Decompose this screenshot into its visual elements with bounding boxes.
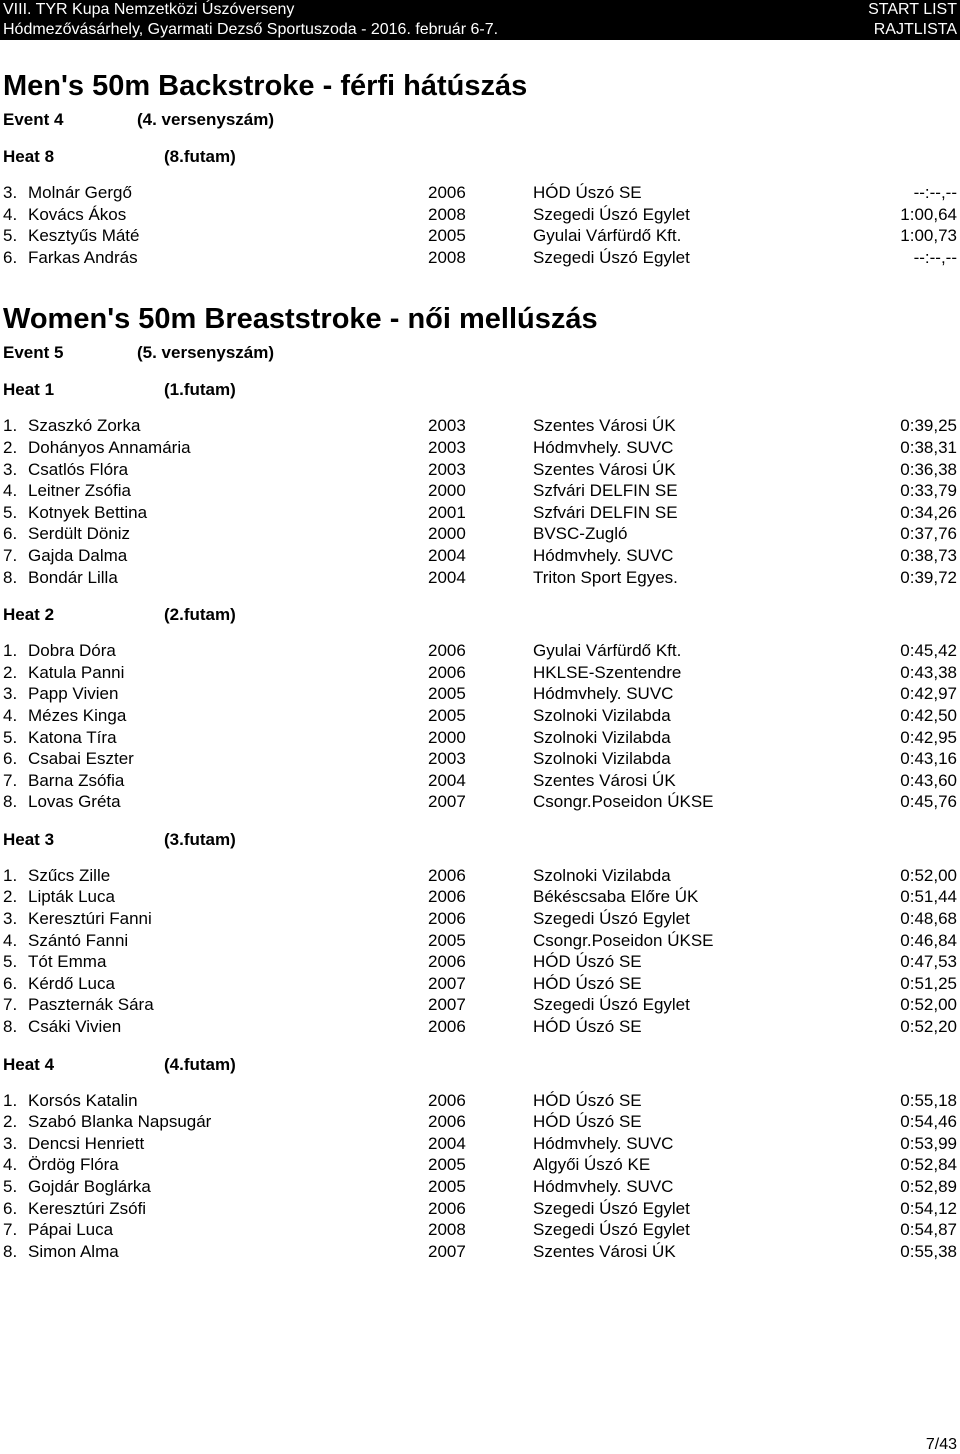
birth-year: 2004 xyxy=(428,1133,466,1153)
table-row xyxy=(0,727,960,749)
lane-place: 5. xyxy=(3,502,18,522)
birth-year: 2004 xyxy=(428,545,466,565)
lane-place: 2. xyxy=(3,1112,18,1132)
lane-place: 1. xyxy=(3,416,18,436)
table-row xyxy=(0,1090,960,1112)
table-row xyxy=(0,1133,960,1155)
club-name: HÓD Úszó SE xyxy=(533,952,642,972)
table-row xyxy=(0,662,960,684)
event-label-hu: (5. versenyszám) xyxy=(137,343,275,363)
table-row xyxy=(0,225,960,247)
table-row xyxy=(0,459,960,481)
entry-time: 0:52,00 xyxy=(900,995,957,1015)
lane-place: 3. xyxy=(3,183,18,202)
entry-time: 0:55,18 xyxy=(900,1090,957,1110)
birth-year: 2005 xyxy=(428,684,466,704)
heat-heading xyxy=(0,1055,960,1075)
entry-time: 0:43,16 xyxy=(900,749,957,769)
swimmer-name: Korsós Katalin xyxy=(28,1090,138,1110)
table-row xyxy=(0,973,960,995)
table-row xyxy=(0,1111,960,1133)
table-row xyxy=(0,1198,960,1220)
lane-place: 1. xyxy=(3,865,18,885)
entry-time: 0:52,00 xyxy=(900,865,957,885)
lane-place: 8. xyxy=(3,1241,18,1261)
lane-place: 3. xyxy=(3,1133,18,1153)
birth-year: 2001 xyxy=(428,502,466,522)
event-spacer xyxy=(0,268,960,303)
swimmer-name: Barna Zsófia xyxy=(28,770,125,790)
birth-year: 2006 xyxy=(428,887,466,907)
event-number xyxy=(0,110,960,130)
club-name: Hódmvhely. SUVC xyxy=(533,1177,674,1196)
entry-time: 0:42,50 xyxy=(900,705,957,725)
entry-time: 0:33,79 xyxy=(900,481,957,501)
birth-year: 2005 xyxy=(428,1177,466,1196)
heat-label: Heat 1 xyxy=(3,380,55,400)
entry-time: 0:51,25 xyxy=(900,973,957,993)
competition-title: VIII. TYR Kupa Nemzetközi Úszóverseny xyxy=(3,1,295,18)
heat-label: Heat 8 xyxy=(3,147,55,166)
swimmer-name: Papp Vivien xyxy=(28,684,119,704)
birth-year: 2005 xyxy=(428,930,466,950)
birth-year: 2006 xyxy=(428,641,466,661)
entry-time: 0:53,99 xyxy=(900,1133,957,1153)
birth-year: 2005 xyxy=(428,1155,466,1175)
heat-label-hu: (4.futam) xyxy=(164,1054,236,1074)
lane-place: 1. xyxy=(3,1090,18,1110)
lane-place: 4. xyxy=(3,1155,18,1175)
table-row xyxy=(0,1241,960,1263)
club-name: HÓD Úszó SE xyxy=(533,183,642,202)
swimmer-name: Csatlós Flóra xyxy=(28,459,129,479)
birth-year: 2007 xyxy=(428,973,466,993)
document-type: START LIST xyxy=(868,1,957,18)
club-name: Hódmvhely. SUVC xyxy=(533,437,674,457)
entry-time: 0:46,84 xyxy=(900,930,957,950)
table-row xyxy=(0,930,960,952)
birth-year: 2007 xyxy=(428,1241,466,1261)
birth-year: 2007 xyxy=(428,995,466,1015)
swimmer-name: Ördög Flóra xyxy=(28,1155,119,1175)
entry-time: 0:43,60 xyxy=(900,770,957,790)
lane-place: 7. xyxy=(3,770,18,790)
club-name: BVSC-Zugló xyxy=(533,524,628,544)
event-title: Men's 50m Backstroke - férfi hátúszás xyxy=(3,70,528,102)
lane-place: 3. xyxy=(3,909,18,929)
birth-year: 2003 xyxy=(428,459,466,479)
entry-time: 0:39,25 xyxy=(900,416,957,436)
page-header xyxy=(0,0,960,40)
entry-time: 0:54,12 xyxy=(900,1198,957,1218)
table-row xyxy=(0,865,960,887)
heat-heading xyxy=(0,605,960,625)
swimmer-name: Katona Tíra xyxy=(28,727,117,747)
club-name: Hódmvhely. SUVC xyxy=(533,545,674,565)
swimmer-name: Szántó Fanni xyxy=(28,930,129,950)
club-name: Szolnoki Vizilabda xyxy=(533,749,671,769)
lane-place: 4. xyxy=(3,481,18,501)
swimmer-name: Katula Panni xyxy=(28,662,125,682)
birth-year: 2006 xyxy=(428,865,466,885)
club-name: Hódmvhely. SUVC xyxy=(533,1133,674,1153)
entry-time: 0:47,53 xyxy=(900,952,957,972)
swimmer-name: Mézes Kinga xyxy=(28,705,127,725)
club-name: Szegedi Úszó Egylet xyxy=(533,204,690,224)
heat-label-hu: (2.futam) xyxy=(164,605,236,625)
entry-time: 1:00,64 xyxy=(900,204,957,224)
swimmer-name: Dencsi Henriett xyxy=(28,1133,145,1153)
swimmer-name: Szabó Blanka Napsugár xyxy=(28,1112,212,1132)
birth-year: 2003 xyxy=(428,437,466,457)
event-label: Event 5 xyxy=(3,343,64,363)
club-name: Szentes Városi ÚK xyxy=(533,459,676,479)
swimmer-name: Farkas András xyxy=(28,247,138,267)
birth-year: 2007 xyxy=(428,792,466,812)
document-type-hu: RAJTLISTA xyxy=(873,21,957,38)
birth-year: 2008 xyxy=(428,1220,466,1240)
birth-year: 2003 xyxy=(428,416,466,436)
table-row xyxy=(0,791,960,813)
lane-place: 6. xyxy=(3,973,18,993)
table-row xyxy=(0,247,960,269)
club-name: Szolnoki Vizilabda xyxy=(533,727,671,747)
club-name: Szfvári DELFIN SE xyxy=(533,502,678,522)
entry-time: 0:45,42 xyxy=(900,641,957,661)
birth-year: 2006 xyxy=(428,1112,466,1132)
table-row xyxy=(0,886,960,908)
swimmer-name: Gojdár Boglárka xyxy=(28,1177,151,1196)
entry-time: 0:34,26 xyxy=(900,502,957,522)
entry-time: 0:51,44 xyxy=(900,887,957,907)
lane-place: 6. xyxy=(3,247,18,267)
lane-place: 8. xyxy=(3,567,18,587)
swimmer-name: Lovas Gréta xyxy=(28,792,121,812)
swimmer-name: Serdült Döniz xyxy=(28,524,131,544)
club-name: Szegedi Úszó Egylet xyxy=(533,1198,690,1218)
heat-label-hu: (3.futam) xyxy=(164,829,236,849)
swimmer-name: Lipták Luca xyxy=(28,887,115,907)
club-name: HÓD Úszó SE xyxy=(533,973,642,993)
start-list xyxy=(0,70,960,1262)
entry-time: 1:00,73 xyxy=(900,226,957,246)
entry-time: 0:39,72 xyxy=(900,567,957,587)
birth-year: 2006 xyxy=(428,183,466,202)
table-row xyxy=(0,545,960,567)
lane-place: 6. xyxy=(3,524,18,544)
birth-year: 2000 xyxy=(428,524,466,544)
lane-place: 7. xyxy=(3,1220,18,1240)
event-label-hu: (4. versenyszám) xyxy=(137,110,275,129)
birth-year: 2006 xyxy=(428,1017,466,1037)
lane-place: 3. xyxy=(3,459,18,479)
event-section xyxy=(0,70,960,268)
table-row xyxy=(0,480,960,502)
swimmer-name: Tót Emma xyxy=(28,952,107,972)
swimmer-name: Dohányos Annamária xyxy=(28,437,191,457)
lane-place: 6. xyxy=(3,749,18,769)
club-name: Szolnoki Vizilabda xyxy=(533,865,671,885)
swimmer-name: Simon Alma xyxy=(28,1241,119,1261)
birth-year: 2004 xyxy=(428,567,466,587)
entry-time: 0:52,20 xyxy=(900,1017,957,1037)
birth-year: 2000 xyxy=(428,481,466,501)
club-name: Szentes Városi ÚK xyxy=(533,1241,676,1261)
entry-time: 0:36,38 xyxy=(900,459,957,479)
club-name: Szentes Városi ÚK xyxy=(533,770,676,790)
club-name: Szegedi Úszó Egylet xyxy=(533,1220,690,1240)
event-label: Event 4 xyxy=(3,110,64,129)
table-row xyxy=(0,770,960,792)
entry-time: --:--,-- xyxy=(913,247,957,267)
table-row xyxy=(0,1176,960,1198)
heat-label: Heat 4 xyxy=(3,1054,55,1074)
event-title: Women's 50m Breaststroke - női mellúszás xyxy=(3,303,598,336)
swimmer-name: Kotnyek Bettina xyxy=(28,502,148,522)
heat-label: Heat 3 xyxy=(3,829,55,849)
club-name: Triton Sport Egyes. xyxy=(533,567,678,587)
birth-year: 2006 xyxy=(428,662,466,682)
lane-place: 2. xyxy=(3,887,18,907)
table-row xyxy=(0,502,960,524)
table-row xyxy=(0,567,960,589)
competition-venue: Hódmezővásárhely, Gyarmati Dezső Sportuszoda - 2016. február 6-7. xyxy=(3,21,499,38)
swimmer-name: Leitner Zsófia xyxy=(28,481,131,501)
swimmer-name: Szaszkó Zorka xyxy=(28,416,141,436)
swimmer-name: Szűcs Zille xyxy=(28,865,111,885)
swimmer-name: Kovács Ákos xyxy=(28,204,127,224)
entry-time: 0:45,76 xyxy=(900,792,957,812)
birth-year: 2004 xyxy=(428,770,466,790)
table-row xyxy=(0,705,960,727)
entry-time: 0:54,46 xyxy=(900,1112,957,1132)
birth-year: 2006 xyxy=(428,1198,466,1218)
club-name: Gyulai Várfürdő Kft. xyxy=(533,226,682,246)
lane-place: 8. xyxy=(3,1017,18,1037)
lane-place: 5. xyxy=(3,1177,18,1196)
table-row xyxy=(0,951,960,973)
entry-time: 0:38,73 xyxy=(900,545,957,565)
birth-year: 2003 xyxy=(428,749,466,769)
entry-time: 0:52,84 xyxy=(900,1155,957,1175)
lane-place: 6. xyxy=(3,1198,18,1218)
event-number xyxy=(0,343,960,363)
club-name: Békéscsaba Előre ÚK xyxy=(533,887,699,907)
entry-time: 0:55,38 xyxy=(900,1241,957,1261)
birth-year: 2005 xyxy=(428,226,466,246)
heat-heading xyxy=(0,380,960,400)
table-row xyxy=(0,994,960,1016)
table-row xyxy=(0,523,960,545)
club-name: HÓD Úszó SE xyxy=(533,1017,642,1037)
swimmer-name: Keresztúri Fanni xyxy=(28,909,152,929)
birth-year: 2008 xyxy=(428,204,466,224)
lane-place: 2. xyxy=(3,437,18,457)
club-name: Csongr.Poseidon ÚKSE xyxy=(533,792,714,812)
entry-time: 0:54,87 xyxy=(900,1220,957,1240)
swimmer-name: Pápai Luca xyxy=(28,1220,114,1240)
club-name: Szolnoki Vizilabda xyxy=(533,705,671,725)
swimmer-name: Dobra Dóra xyxy=(28,641,116,661)
lane-place: 8. xyxy=(3,792,18,812)
club-name: Szegedi Úszó Egylet xyxy=(533,995,690,1015)
club-name: HÓD Úszó SE xyxy=(533,1090,642,1110)
table-row xyxy=(0,182,960,204)
birth-year: 2005 xyxy=(428,705,466,725)
club-name: Csongr.Poseidon ÚKSE xyxy=(533,930,714,950)
birth-year: 2006 xyxy=(428,909,466,929)
entry-time: 0:52,89 xyxy=(900,1177,957,1196)
club-name: Szegedi Úszó Egylet xyxy=(533,247,690,267)
table-row xyxy=(0,437,960,459)
table-row xyxy=(0,415,960,437)
table-row xyxy=(0,908,960,930)
heat-label-hu: (1.futam) xyxy=(164,380,236,400)
entry-time: 0:42,97 xyxy=(900,684,957,704)
event-section xyxy=(0,303,960,1262)
lane-place: 4. xyxy=(3,930,18,950)
lane-place: 7. xyxy=(3,545,18,565)
entry-time: 0:38,31 xyxy=(900,437,957,457)
table-row xyxy=(0,640,960,662)
club-name: Hódmvhely. SUVC xyxy=(533,684,674,704)
birth-year: 2006 xyxy=(428,1090,466,1110)
club-name: Szentes Városi ÚK xyxy=(533,416,676,436)
swimmer-name: Keresztúri Zsófi xyxy=(28,1198,147,1218)
birth-year: 2008 xyxy=(428,247,466,267)
club-name: HÓD Úszó SE xyxy=(533,1112,642,1132)
heat-label: Heat 2 xyxy=(3,605,55,625)
club-name: Szegedi Úszó Egylet xyxy=(533,909,690,929)
table-row xyxy=(0,683,960,705)
heat-label-hu: (8.futam) xyxy=(164,147,236,166)
swimmer-name: Kesztyűs Máté xyxy=(28,226,140,246)
entry-time: 0:42,95 xyxy=(900,727,957,747)
heat-heading xyxy=(0,830,960,850)
entry-time: 0:48,68 xyxy=(900,909,957,929)
club-name: HKLSE-Szentendre xyxy=(533,662,682,682)
heat-heading xyxy=(0,147,960,167)
swimmer-name: Csabai Eszter xyxy=(28,749,134,769)
table-row xyxy=(0,204,960,226)
table-row xyxy=(0,748,960,770)
birth-year: 2000 xyxy=(428,727,466,747)
lane-place: 2. xyxy=(3,662,18,682)
lane-place: 5. xyxy=(3,226,18,246)
club-name: Algyői Úszó KE xyxy=(533,1155,651,1175)
entry-time: --:--,-- xyxy=(913,183,957,202)
club-name: Gyulai Várfürdő Kft. xyxy=(533,641,682,661)
lane-place: 4. xyxy=(3,705,18,725)
page-number: 7/43 xyxy=(925,1436,957,1453)
lane-place: 4. xyxy=(3,204,18,224)
swimmer-name: Gajda Dalma xyxy=(28,545,128,565)
entry-time: 0:37,76 xyxy=(900,524,957,544)
table-row xyxy=(0,1219,960,1241)
swimmer-name: Paszternák Sára xyxy=(28,995,154,1015)
table-row xyxy=(0,1154,960,1176)
swimmer-name: Kérdő Luca xyxy=(28,973,115,993)
lane-place: 7. xyxy=(3,995,18,1015)
birth-year: 2006 xyxy=(428,952,466,972)
swimmer-name: Bondár Lilla xyxy=(28,567,118,587)
swimmer-name: Molnár Gergő xyxy=(28,183,132,202)
entry-time: 0:43,38 xyxy=(900,662,957,682)
table-row xyxy=(0,1016,960,1038)
club-name: Szfvári DELFIN SE xyxy=(533,481,678,501)
lane-place: 5. xyxy=(3,952,18,972)
swimmer-name: Csáki Vivien xyxy=(28,1017,122,1037)
lane-place: 5. xyxy=(3,727,18,747)
lane-place: 3. xyxy=(3,684,18,704)
lane-place: 1. xyxy=(3,641,18,661)
